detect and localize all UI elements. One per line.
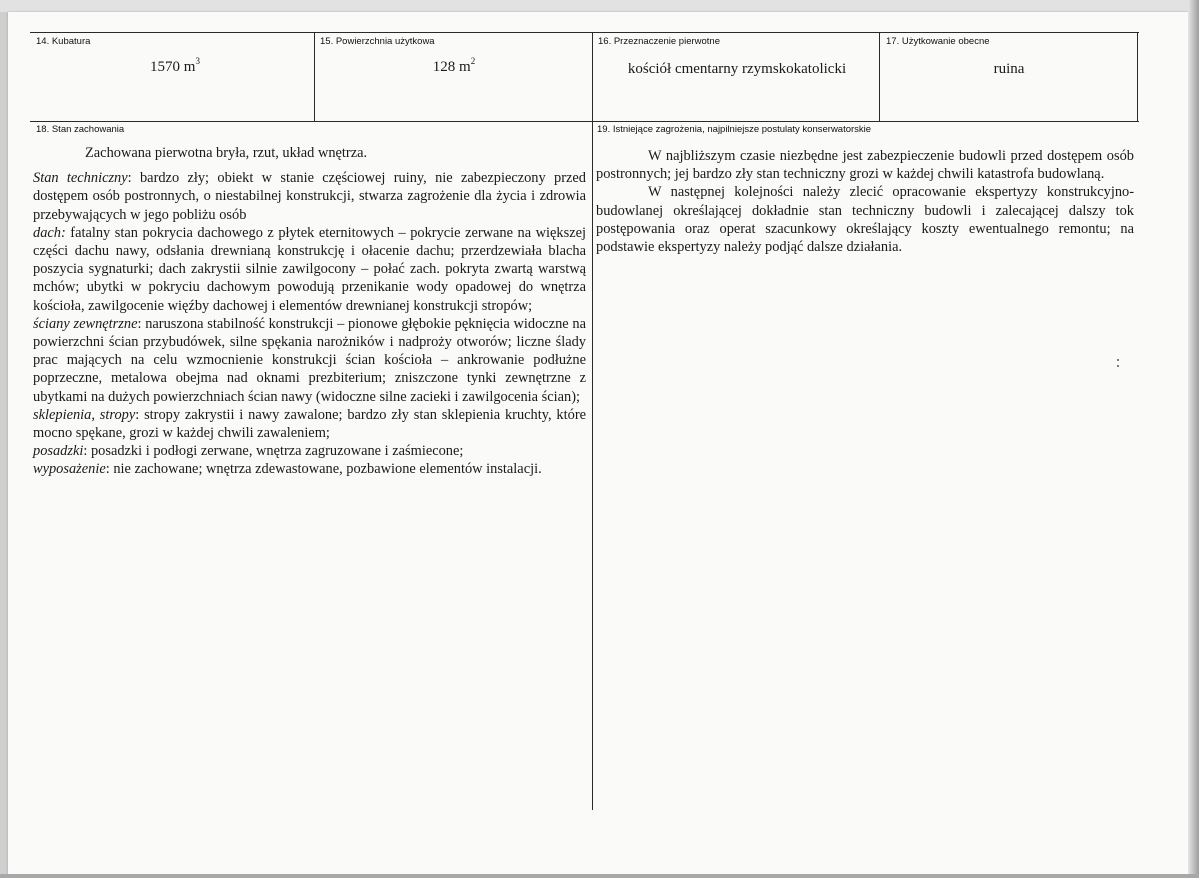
field-18-item-walls: ściany zewnętrzne: naruszona stabilność konstrukcji – pionowe głębokie pęknięcia widoczne na powierzchni ścian przybudówek, silne spękania narożników i nadproży otworów; liczne ślady prac mających na celu wzmocnienie konstrukcji ścian kościoła – ankrowanie podłużne poprzeczne, metalowa obejma nad oknami prezbiterium; zniszczone tynki zewnętrzne z ubytkami na dużych powierzchniach ścian nawy (widoczne silne zacieki i zawilgocenia ścian);	[33, 315, 586, 405]
scan-speck	[1117, 365, 1119, 367]
field-14-label: 14. Kubatura	[36, 36, 91, 47]
scan-edge-right	[1188, 0, 1199, 878]
field-19-paragraph-1: W najbliższym czasie niezbędne jest zabezpieczenie budowli przed dostępem osób postronnych; jej bardzo zły stan techniczny grozi w każdej chwili katastrofa budowlaną.	[596, 148, 1134, 183]
field-19-paragraph-2: W następnej kolejności należy zlecić opracowanie ekspertyzy konstrukcyjno-budowlanej określającej dokładnie stan techniczny budowli i zalecającej dalszy tok postępowania oraz operat szacunkowy określający koszty ewentualnego remontu; na podstawie ekspertyzy należy podjąć dalsze działania.	[596, 184, 1134, 256]
field-15-value: 128 $m^2$	[432, 56, 476, 75]
field-18-text	[33, 144, 586, 479]
scan-edge-bottom	[0, 874, 1199, 878]
table-right-border	[1137, 32, 1138, 121]
field-17-value: ruina	[993, 61, 1025, 77]
field-18-item-vaults: sklepienia, stropy: stropy zakrystii i nawy zawalone; bardzo zły stan sklepienia kruchty, które mocno spękane, grozi w każdej chwili zawaleniem;	[33, 406, 587, 442]
field-18-intro: Zachowana pierwotna bryła, rzut, układ wnętrza.	[85, 145, 368, 161]
field-18-item-roof: dach: fatalny stan pokrycia dachowego z płytek eternitowych – pokrycie zerwane na większej części dachu nawy, odsłania drewnianą konstrukcję i ołacenie dachu; przerdzewiała blacha poszycia sygnaturki; dach zakrystii silnie zawilgocony – połać zach. pokryta zwartą warstwą mchów; ubytki w pokryciu dachowym powodują przenikanie wody opadowej do wnętrza kościoła, zawilgocenie więźby dachowej i elementów drewnianej konstrukcji stropów;	[33, 224, 586, 314]
field-18-item-floors: posadzki: posadzki i podłogi zerwane, wnętrza zagruzowane i zaśmiecone;	[33, 443, 464, 460]
field-18-item-furnishing: wyposażenie: nie zachowane; wnętrza zdewastowane, pozbawione elementów instalacji.	[33, 461, 542, 478]
scan-edge-top	[0, 0, 1199, 12]
field-17-label: 17. Użytkowanie obecne	[886, 36, 990, 47]
field-18-item-technical: Stan techniczny: bardzo zły; obiekt w stanie częściowej ruiny, nie zabezpieczony przed dostępem osób postronnych, o niestabilnej konstrukcji, stwarza zagrożenie dla życia i zdrowia przebywających w jego pobliżu osób	[33, 170, 586, 223]
column-divider-16-17	[879, 32, 880, 121]
row-divider	[30, 121, 1139, 122]
table-top-border	[30, 32, 1139, 33]
field-16-label: 16. Przeznaczenie pierwotne	[598, 36, 720, 47]
field-16-value: kościół cmentarny rzymskokatolicki	[627, 61, 847, 77]
column-divider-main	[592, 32, 593, 810]
field-19-label: 19. Istniejące zagrożenia, najpilniejsze postulaty konserwatorskie	[597, 124, 872, 135]
column-divider-14-15	[314, 32, 315, 121]
field-14-value: 1570 $m^3$	[150, 56, 200, 75]
field-18-label: 18. Stan zachowania	[36, 124, 125, 135]
scan-speck	[1117, 359, 1119, 361]
field-15-label: 15. Powierzchnia użytkowa	[320, 36, 435, 47]
field-19-text	[596, 147, 1134, 256]
